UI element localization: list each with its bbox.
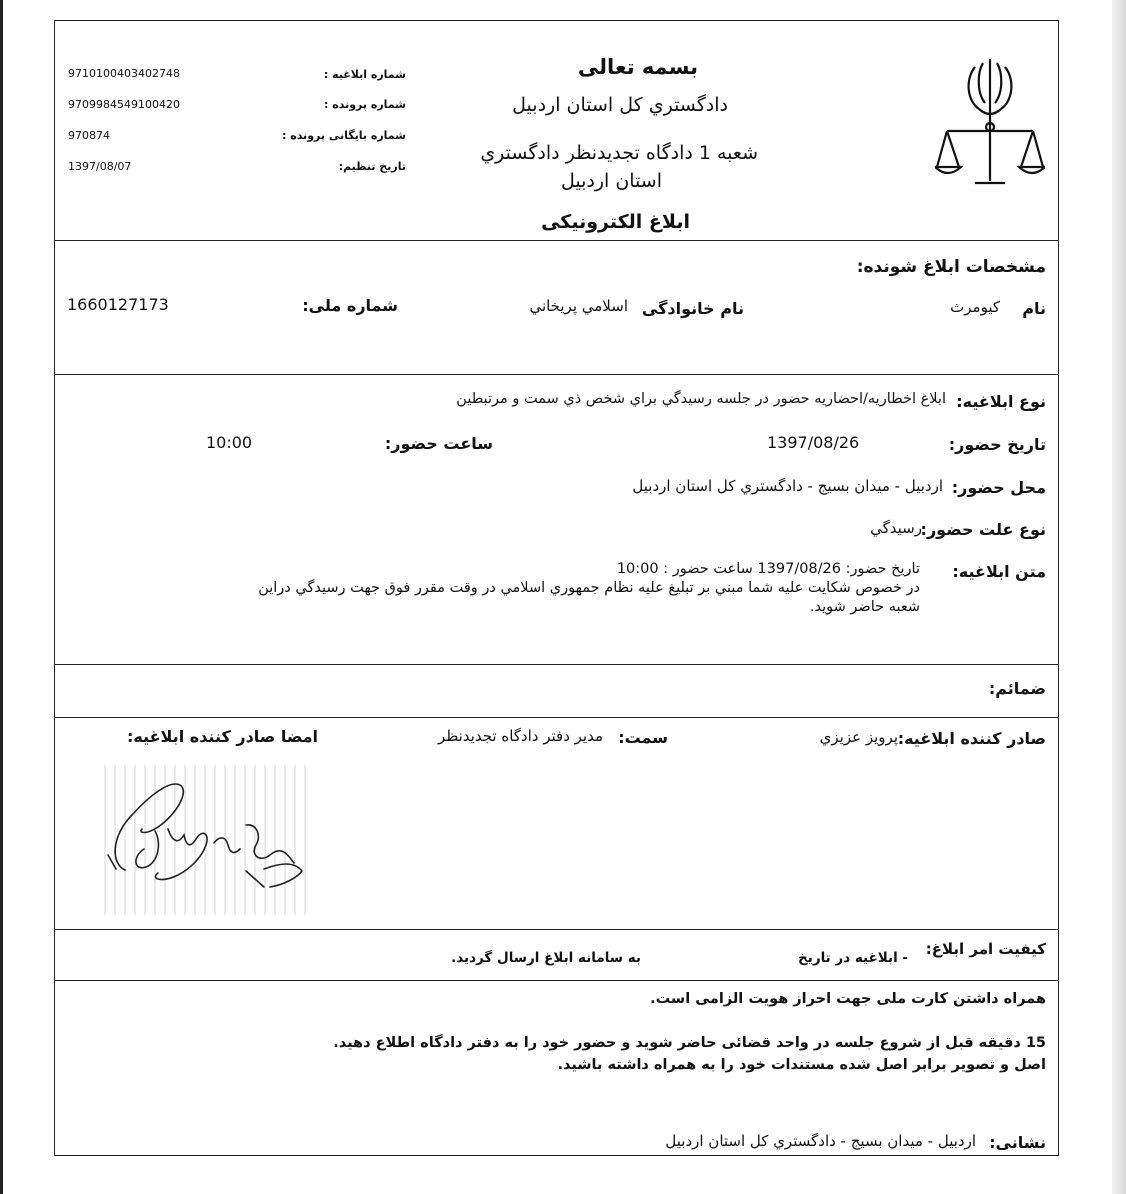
notice-document [54, 20, 1059, 1156]
attachments-section [55, 664, 1058, 718]
attendance-date-value: 1397/08/26 [767, 433, 860, 452]
recipient-section [55, 240, 1058, 375]
id-card-note: همراه داشتن كارت ملی جهت احراز هويت الزامی است. [650, 991, 1046, 1007]
attendance-time-value: 10:00 [206, 433, 253, 452]
handwritten-signature [50, 745, 320, 920]
attendance-reason-value: رسيدگي [870, 519, 922, 537]
attendance-time-label: ساعت حضور: [384, 434, 493, 453]
delivery-status-text: به سامانه ابلاغ ارسال گرديد. [451, 950, 641, 966]
notice-section [55, 374, 1058, 665]
issuer-name-value: پرويز عزيزي [819, 728, 898, 746]
family-name-value: اسلامي پريخاني [529, 297, 628, 315]
first-name-value: كيومرث [950, 298, 1000, 316]
first-name-label: نام [1022, 299, 1046, 318]
national-id-label: شماره ملی: [302, 296, 398, 315]
page-edge-shadow [1112, 0, 1126, 1194]
notice-type-label: نوع ابلاغيه: [956, 392, 1046, 411]
arrival-note: 15 دقيقه قبل از شروع جلسه در واحد قضائی حاضر شويد و حضور خود را به دفتر دادگاه اطلاع دهيد. [333, 1035, 1046, 1051]
address-value: اردبيل - ميدان بسيج - دادگستري كل استان اردبيل [665, 1132, 976, 1150]
attendance-place-value: اردبيل - ميدان بسيج - دادگستري كل استان اردبيل [632, 477, 943, 495]
attachments-label: ضمائم: [988, 679, 1046, 698]
judiciary-emblem-icon [935, 49, 1045, 189]
attendance-reason-label: نوع علت حضور: [920, 520, 1046, 539]
archive-number-label: شماره بايگانی پرونده : [281, 129, 406, 142]
delivery-label: كيفيت امر ابلاغ: [925, 940, 1046, 958]
notice-text-line2: در خصوص شكايت عليه شما مبني بر تبليغ عليه نظام جمهوري اسلامي در وقت مقرر فوق جهت رسيدگي دراين [258, 580, 920, 596]
documents-note: اصل و تصوير برابر اصل شده مستندات خود را به همراه داشته باشيد. [557, 1057, 1046, 1073]
org-name: دادگستري كل استان اردبيل [512, 94, 728, 116]
header-section [55, 21, 1058, 241]
position-value: مدير دفتر دادگاه تجديدنظر [438, 727, 603, 745]
notice-type-value: ابلاغ اخطاريه/احضاريه حضور در جلسه رسيدگي براي شخص ذي سمت و مرتبطين [456, 391, 946, 407]
signature-label: امضا صادر كننده ابلاغيه: [126, 727, 318, 746]
delivery-date-text: - ابلاغيه در تاريخ [798, 950, 908, 966]
province-name: استان اردبيل [560, 170, 662, 192]
address-label: نشانی: [989, 1133, 1046, 1152]
case-number-label: شماره پرونده : [324, 98, 406, 111]
basmala-title: بسمه تعالی [577, 55, 698, 79]
recipient-section-label: مشخصات ابلاغ شونده: [856, 257, 1046, 277]
page-edge [0, 0, 3, 1194]
issue-date-label: تاريخ تنظيم: [338, 160, 406, 173]
notice-text-line1: تاريخ حضور: 1397/08/26 ساعت حضور : 10:00 [616, 561, 920, 577]
issue-date-value: 1397/08/07 [68, 160, 132, 173]
branch-name: شعبه 1 دادگاه تجديدنظر دادگستري [480, 142, 758, 164]
delivery-section [55, 929, 1058, 981]
attendance-date-label: تاريخ حضور: [948, 435, 1046, 454]
position-label: سمت: [618, 728, 668, 747]
issuer-label: صادر كننده ابلاغيه: [897, 729, 1046, 748]
notice-number-label: شماره ابلاغيه : [323, 68, 406, 81]
notice-number-value: 9710100403402748 [68, 67, 180, 80]
notice-text-label: متن ابلاغيه: [952, 562, 1046, 581]
archive-number-value: 970874 [68, 129, 110, 142]
attendance-place-label: محل حضور: [951, 478, 1046, 497]
notice-text-line3: شعبه حاضر شويد. [809, 599, 920, 615]
document-title: ابلاغ الكترونيكی [541, 211, 690, 233]
family-name-label: نام خانوادگی [641, 299, 744, 318]
national-id-value: 1660127173 [67, 295, 169, 314]
case-number-value: 9709984549100420 [68, 98, 180, 111]
